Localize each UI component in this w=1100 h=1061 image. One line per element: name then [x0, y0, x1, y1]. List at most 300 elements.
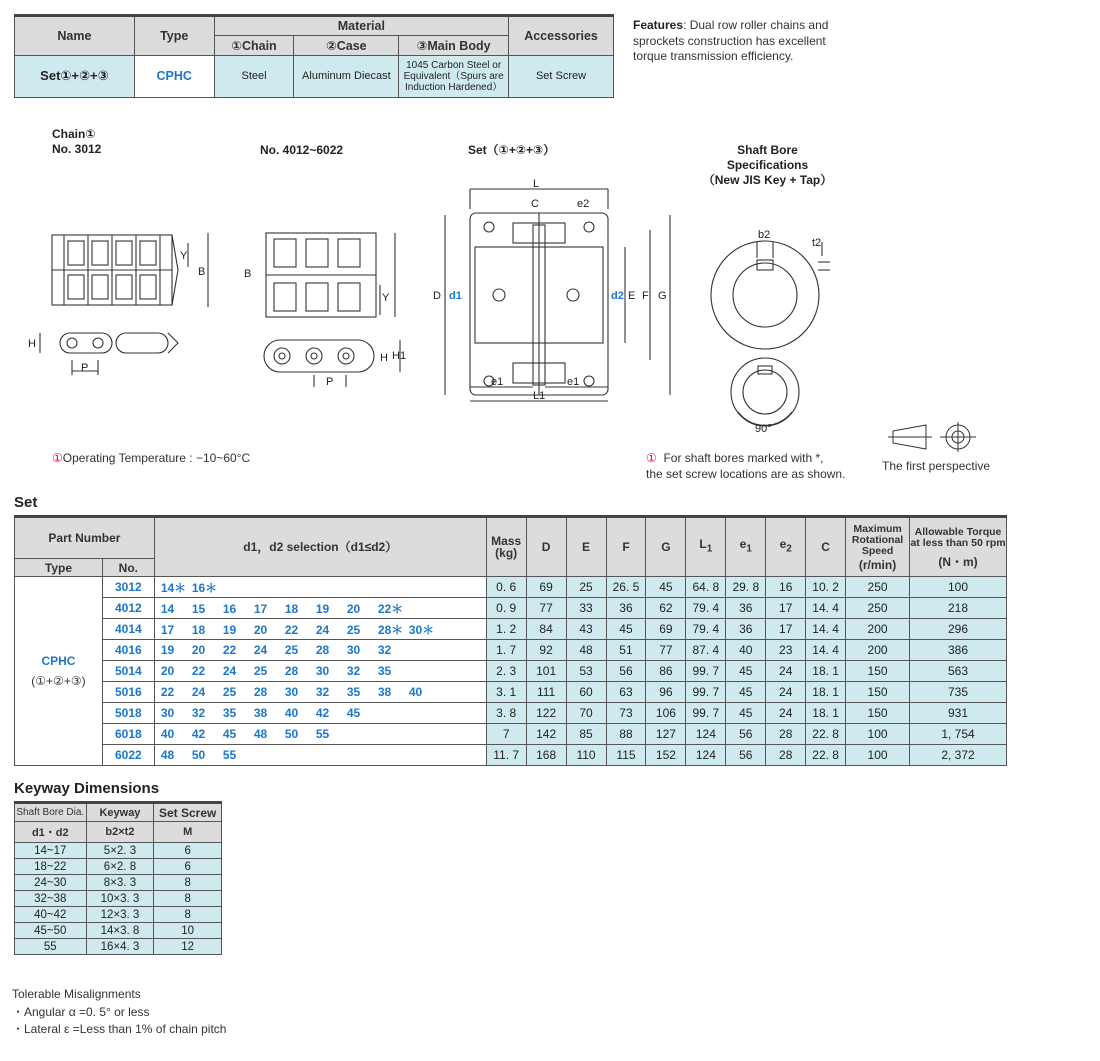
header-speed-line: Rotational	[851, 533, 904, 546]
part-no-cell: 6022	[102, 745, 154, 766]
dim-e: E	[628, 290, 636, 302]
dim-f: F	[642, 290, 649, 302]
header-torque	[910, 517, 1007, 577]
material-main-body	[399, 55, 509, 97]
keyway-table-body	[15, 843, 222, 955]
cell-e2: 17	[766, 598, 806, 619]
cell-mass: 1. 2	[486, 619, 526, 640]
dim-h1-4012: H1	[392, 350, 407, 362]
shaft-bore-svg	[700, 220, 840, 440]
bore-value: 24	[315, 622, 330, 637]
bore-value: 30	[284, 685, 299, 699]
cell-e1: 45	[726, 661, 766, 682]
header-torque-line: Allowable Torque	[914, 525, 1002, 538]
bore-value: 32	[346, 664, 361, 678]
main-body-line: Induction Hardened）	[405, 81, 503, 93]
bore-value: 35	[346, 685, 361, 699]
dim-y: Y	[180, 250, 188, 262]
cell-l1: 99. 7	[686, 661, 726, 682]
tolerable-misalignments	[12, 986, 226, 1039]
cell-mass: 0. 6	[486, 577, 526, 598]
chain-3012-svg	[28, 225, 223, 385]
header-speed	[846, 517, 910, 577]
set-screw-note-line2: the set screw locations are as shown.	[646, 467, 846, 481]
bore-value: 25	[346, 622, 361, 637]
set-svg	[425, 175, 680, 410]
dim-l1: L1	[533, 390, 546, 402]
material-set-name: Set①+②+③	[15, 55, 135, 97]
cell-mass: 0. 9	[486, 598, 526, 619]
header-part-number: Part Number	[15, 517, 155, 559]
dim-d1: d1	[449, 290, 462, 302]
cell-e: 25	[566, 577, 606, 598]
cell-e1: 36	[726, 598, 766, 619]
cell-mass: 2. 3	[486, 661, 526, 682]
cell-mass: 3. 1	[486, 682, 526, 703]
header-set-screw: Set Screw	[154, 803, 222, 822]
dim-e1-right: e1	[567, 376, 580, 388]
bore-value: 22	[222, 643, 237, 657]
bore-value: 32	[377, 643, 392, 657]
cell-g: 106	[646, 703, 686, 724]
bore-selection-cell	[154, 724, 486, 745]
cell-e: 48	[566, 640, 606, 661]
cell-c: 14. 4	[806, 619, 846, 640]
dim-c: C	[531, 198, 539, 210]
bore-value: 19	[160, 643, 175, 657]
cell-speed: 100	[846, 745, 910, 766]
perspective-symbol	[888, 422, 980, 452]
bore-value: 20	[253, 622, 268, 637]
cell-speed: 250	[846, 577, 910, 598]
bore-value: 28	[284, 664, 299, 678]
note-mark: ①	[52, 451, 63, 465]
bore-selection-cell	[154, 661, 486, 682]
cell-torque: 931	[910, 703, 1007, 724]
main-body-line: Equivalent（Spurs are	[403, 70, 504, 82]
cell-f: 88	[606, 724, 646, 745]
bore-value: 14	[160, 601, 175, 616]
header-e2-main: e	[779, 537, 787, 552]
keyway-table	[14, 801, 222, 955]
cell-e1: 36	[726, 619, 766, 640]
bore-value: 30	[315, 664, 330, 678]
cell-e: 33	[566, 598, 606, 619]
cell-g: 69	[646, 619, 686, 640]
keyway-cell-screw: 8	[154, 907, 222, 923]
bore-value: 55	[315, 727, 330, 741]
table-row	[15, 703, 1007, 724]
header-main-body: ③Main Body	[399, 35, 509, 55]
bore-value: 20	[160, 664, 175, 678]
cell-e: 110	[566, 745, 606, 766]
set-table-body	[15, 577, 1007, 766]
cell-c: 18. 1	[806, 661, 846, 682]
cell-d: 84	[526, 619, 566, 640]
bore-value: 20	[191, 643, 206, 657]
bore-value: 45	[222, 727, 237, 741]
dim-t2: t2	[812, 237, 822, 249]
cell-g: 152	[646, 745, 686, 766]
cell-d: 122	[526, 703, 566, 724]
header-f: F	[606, 517, 646, 577]
table-row	[15, 724, 1007, 745]
cell-e1: 40	[726, 640, 766, 661]
bore-value: 25	[284, 643, 299, 657]
bore-value: 20	[346, 601, 361, 616]
header-speed-unit: (r/min)	[858, 557, 897, 572]
table-row	[15, 875, 222, 891]
header-e1-main: e	[739, 537, 747, 552]
cell-c: 22. 8	[806, 724, 846, 745]
cell-speed: 200	[846, 640, 910, 661]
part-no-cell: 4012	[102, 598, 154, 619]
header-mass-unit: (kg)	[495, 546, 518, 560]
bore-selection-cell	[154, 745, 486, 766]
table-row	[15, 923, 222, 939]
cell-e1: 45	[726, 703, 766, 724]
type-value: CPHC	[41, 654, 76, 668]
misalignment-lateral: ・Lateral ε =Less than 1% of chain pitch	[12, 1022, 227, 1036]
operating-temperature-note	[52, 450, 250, 466]
part-no-cell: 4016	[102, 640, 154, 661]
header-bore-symbol: d1・d2	[15, 822, 87, 843]
cell-l1: 124	[686, 745, 726, 766]
bore-value: 32	[191, 706, 206, 720]
set-drawing	[425, 175, 680, 410]
bore-value: 24	[253, 643, 268, 657]
keyway-cell-bore: 18~22	[15, 859, 87, 875]
bore-value: 40	[284, 706, 299, 720]
bore-selection-cell	[154, 682, 486, 703]
keyway-cell-screw: 10	[154, 923, 222, 939]
table-row	[15, 939, 222, 955]
perspective-icon	[888, 422, 980, 452]
cell-speed: 150	[846, 703, 910, 724]
dim-e1-left: e1	[491, 376, 504, 388]
bore-value: 50	[284, 727, 299, 741]
cell-c: 18. 1	[806, 703, 846, 724]
header-accessories: Accessories	[509, 16, 614, 56]
operating-temperature-text: Operating Temperature : −10~60°C	[62, 451, 251, 465]
header-speed-line: Maximum	[853, 522, 902, 535]
cell-l1: 64. 8	[686, 577, 726, 598]
dim-h: H	[28, 338, 36, 350]
bore-value: 25	[253, 664, 268, 678]
dim-h-4012: H	[380, 352, 388, 364]
cell-e: 43	[566, 619, 606, 640]
dim-g: G	[658, 290, 667, 302]
cell-e: 53	[566, 661, 606, 682]
cell-l1: 79. 4	[686, 598, 726, 619]
cell-f: 36	[606, 598, 646, 619]
table-row	[15, 661, 1007, 682]
keyway-cell-keyway: 8×3. 3	[86, 875, 154, 891]
bore-value: 28＊	[377, 622, 404, 637]
cell-f: 63	[606, 682, 646, 703]
dim-d2: d2	[611, 290, 624, 302]
shaft-bore-drawing	[700, 220, 840, 440]
dim-b: B	[198, 266, 206, 278]
table-row	[15, 640, 1007, 661]
header-e1-sub: 1	[746, 543, 752, 555]
cell-d: 69	[526, 577, 566, 598]
header-type: Type	[15, 559, 103, 577]
bore-value: 22＊	[377, 601, 404, 616]
material-case: Aluminum Diecast	[294, 55, 399, 97]
cell-speed: 150	[846, 682, 910, 703]
cell-c: 18. 1	[806, 682, 846, 703]
bore-selection-cell	[154, 703, 486, 724]
chain-4012-drawing	[230, 225, 410, 390]
dim-p: P	[81, 362, 89, 374]
cell-e2: 16	[766, 577, 806, 598]
misalignment-angular: ・Angular α =0. 5° or less	[12, 1004, 150, 1019]
header-type: Type	[134, 16, 214, 56]
cell-g: 86	[646, 661, 686, 682]
cell-f: 115	[606, 745, 646, 766]
cell-e1: 56	[726, 745, 766, 766]
cell-mass: 1. 7	[486, 640, 526, 661]
cell-g: 77	[646, 640, 686, 661]
material-table	[14, 14, 614, 98]
cell-f: 45	[606, 619, 646, 640]
bore-selection-cell	[154, 598, 486, 619]
bore-value: 30	[346, 643, 361, 657]
keyway-cell-bore: 55	[15, 939, 87, 955]
cell-l1: 124	[686, 724, 726, 745]
dim-y-4012: Y	[382, 292, 390, 304]
dim-p-4012: P	[326, 376, 334, 388]
cell-e2: 24	[766, 661, 806, 682]
cell-d: 168	[526, 745, 566, 766]
cell-e2: 28	[766, 724, 806, 745]
header-e: E	[566, 517, 606, 577]
cell-e1: 29. 8	[726, 577, 766, 598]
bore-value: 24	[222, 664, 237, 678]
figure-label-line: Specifications	[726, 158, 809, 172]
header-d: D	[526, 517, 566, 577]
part-no-cell: 4014	[102, 619, 154, 640]
header-keyway-symbol: b2×t2	[86, 822, 154, 843]
table-row	[15, 577, 1007, 598]
cell-c: 14. 4	[806, 598, 846, 619]
bore-value: 50	[191, 748, 206, 762]
bore-value: 55	[222, 748, 237, 762]
set-screw-note-line1: For shaft bores marked with *,	[663, 451, 824, 465]
bore-selection-cell	[154, 577, 486, 598]
figure-label-line: No. 3012	[52, 142, 102, 156]
cell-torque: 386	[910, 640, 1007, 661]
bore-value: 30	[160, 706, 175, 720]
material-accessories: Set Screw	[509, 55, 614, 97]
cell-e: 70	[566, 703, 606, 724]
header-l1-main: L	[699, 537, 707, 552]
cell-d: 92	[526, 640, 566, 661]
part-no-cell: 5016	[102, 682, 154, 703]
cell-e2: 23	[766, 640, 806, 661]
bore-value: 15	[191, 601, 206, 616]
cell-e: 85	[566, 724, 606, 745]
misalignment-title: Tolerable Misalignments	[12, 987, 141, 1001]
cell-speed: 150	[846, 661, 910, 682]
keyway-cell-keyway: 12×3. 3	[86, 907, 154, 923]
chain-3012-drawing	[28, 225, 223, 385]
bore-value: 25	[222, 685, 237, 699]
table-row	[15, 745, 1007, 766]
cell-e2: 24	[766, 703, 806, 724]
keyway-cell-screw: 8	[154, 891, 222, 907]
keyway-cell-bore: 45~50	[15, 923, 87, 939]
header-case: ②Case	[294, 35, 399, 55]
bore-value: 24	[191, 685, 206, 699]
figure-label-shaft-bore	[700, 143, 835, 188]
header-mass-label: Mass	[491, 534, 522, 548]
perspective-label: The first perspective	[882, 459, 991, 473]
cell-e2: 17	[766, 619, 806, 640]
cell-l1: 99. 7	[686, 682, 726, 703]
cell-l1: 87. 4	[686, 640, 726, 661]
bore-selection-cell	[154, 640, 486, 661]
keyway-heading: Keyway Dimensions	[14, 780, 160, 797]
bore-value: 38	[253, 706, 268, 720]
header-material: Material	[214, 16, 508, 36]
bore-value: 35	[377, 664, 392, 678]
set-screw-note	[646, 450, 845, 482]
cell-f: 56	[606, 661, 646, 682]
material-type: CPHC	[134, 55, 214, 97]
cell-speed: 200	[846, 619, 910, 640]
bore-value: 42	[315, 706, 330, 720]
cell-e1: 56	[726, 724, 766, 745]
set-table	[14, 515, 1007, 766]
bore-value: 40	[408, 685, 423, 699]
figure-label-line: Chain①	[52, 127, 96, 141]
dim-angle: 90°	[755, 423, 772, 435]
figure-label-line: Shaft Bore	[737, 143, 798, 157]
part-no-cell: 6018	[102, 724, 154, 745]
cell-speed: 100	[846, 724, 910, 745]
cell-torque: 735	[910, 682, 1007, 703]
cell-d: 77	[526, 598, 566, 619]
bore-value: 48	[160, 748, 175, 762]
keyway-cell-screw: 12	[154, 939, 222, 955]
bore-value: 32	[315, 685, 330, 699]
material-chain: Steel	[214, 55, 294, 97]
cell-g: 127	[646, 724, 686, 745]
header-bore: Shaft Bore Dia.	[15, 803, 87, 822]
figure-label-set: Set（①+②+③）	[468, 143, 556, 157]
header-g: G	[646, 517, 686, 577]
bore-value: 22	[191, 664, 206, 678]
cell-c: 14. 4	[806, 640, 846, 661]
cell-torque: 1, 754	[910, 724, 1007, 745]
bore-value: 42	[191, 727, 206, 741]
bore-value: 38	[377, 685, 392, 699]
cell-f: 51	[606, 640, 646, 661]
cell-d: 142	[526, 724, 566, 745]
header-no: No.	[102, 559, 154, 577]
cell-e: 60	[566, 682, 606, 703]
header-c: C	[806, 517, 846, 577]
cell-c: 22. 8	[806, 745, 846, 766]
cell-speed: 250	[846, 598, 910, 619]
table-row	[15, 843, 222, 859]
keyway-cell-bore: 14~17	[15, 843, 87, 859]
header-selection: d1，d2 selection（d1≤d2）	[154, 517, 486, 577]
bore-value: 40	[160, 727, 175, 741]
dim-e2: e2	[577, 198, 590, 210]
cell-c: 10. 2	[806, 577, 846, 598]
cell-f: 73	[606, 703, 646, 724]
bore-value: 18	[284, 601, 299, 616]
header-screw-symbol: M	[154, 822, 222, 843]
keyway-cell-keyway: 10×3. 3	[86, 891, 154, 907]
dim-b2: b2	[758, 229, 771, 241]
bore-value: 17	[253, 601, 268, 616]
cell-g: 45	[646, 577, 686, 598]
figure-label-line: （New JIS Key + Tap）	[702, 173, 833, 187]
dim-b-4012: B	[244, 268, 252, 280]
set-heading: Set	[14, 494, 38, 511]
table-row	[15, 859, 222, 875]
bore-value: 19	[222, 622, 237, 637]
cell-torque: 296	[910, 619, 1007, 640]
note-mark: ①	[646, 451, 657, 465]
part-no-cell: 5018	[102, 703, 154, 724]
cell-torque: 100	[910, 577, 1007, 598]
cell-e2: 24	[766, 682, 806, 703]
cell-mass: 3. 8	[486, 703, 526, 724]
table-row	[15, 598, 1007, 619]
part-no-cell: 5014	[102, 661, 154, 682]
figure-label-chain-3012	[52, 127, 101, 157]
header-l1	[686, 517, 726, 577]
chain-4012-svg	[230, 225, 410, 390]
header-torque-unit: (N・m)	[938, 554, 978, 569]
cell-g: 62	[646, 598, 686, 619]
keyway-cell-bore: 32~38	[15, 891, 87, 907]
header-e2	[766, 517, 806, 577]
features-label: Features	[633, 18, 684, 32]
bore-value: 48	[253, 727, 268, 741]
type-sub: (①+②+③)	[31, 674, 86, 688]
main-body-line: 1045 Carbon Steel or	[406, 59, 502, 71]
bore-value: 28	[315, 643, 330, 657]
bore-value: 22	[160, 685, 175, 699]
header-chain: ①Chain	[214, 35, 294, 55]
header-l1-sub: 1	[706, 543, 713, 555]
dim-l: L	[533, 178, 540, 190]
keyway-cell-keyway: 16×4. 3	[86, 939, 154, 955]
bore-value: 16＊	[191, 580, 218, 595]
bore-value: 19	[315, 601, 330, 616]
keyway-cell-keyway: 6×2. 8	[86, 859, 154, 875]
header-e1	[726, 517, 766, 577]
bore-value: 14＊	[160, 580, 187, 595]
dim-d: D	[433, 290, 441, 302]
header-keyway: Keyway	[86, 803, 154, 822]
keyway-cell-screw: 8	[154, 875, 222, 891]
header-name: Name	[15, 16, 135, 56]
bore-value: 17	[160, 622, 175, 637]
table-row	[15, 907, 222, 923]
bore-value: 16	[222, 601, 237, 616]
table-row	[15, 682, 1007, 703]
cell-l1: 99. 7	[686, 703, 726, 724]
bore-value: 30＊	[408, 622, 435, 637]
keyway-cell-bore: 40~42	[15, 907, 87, 923]
